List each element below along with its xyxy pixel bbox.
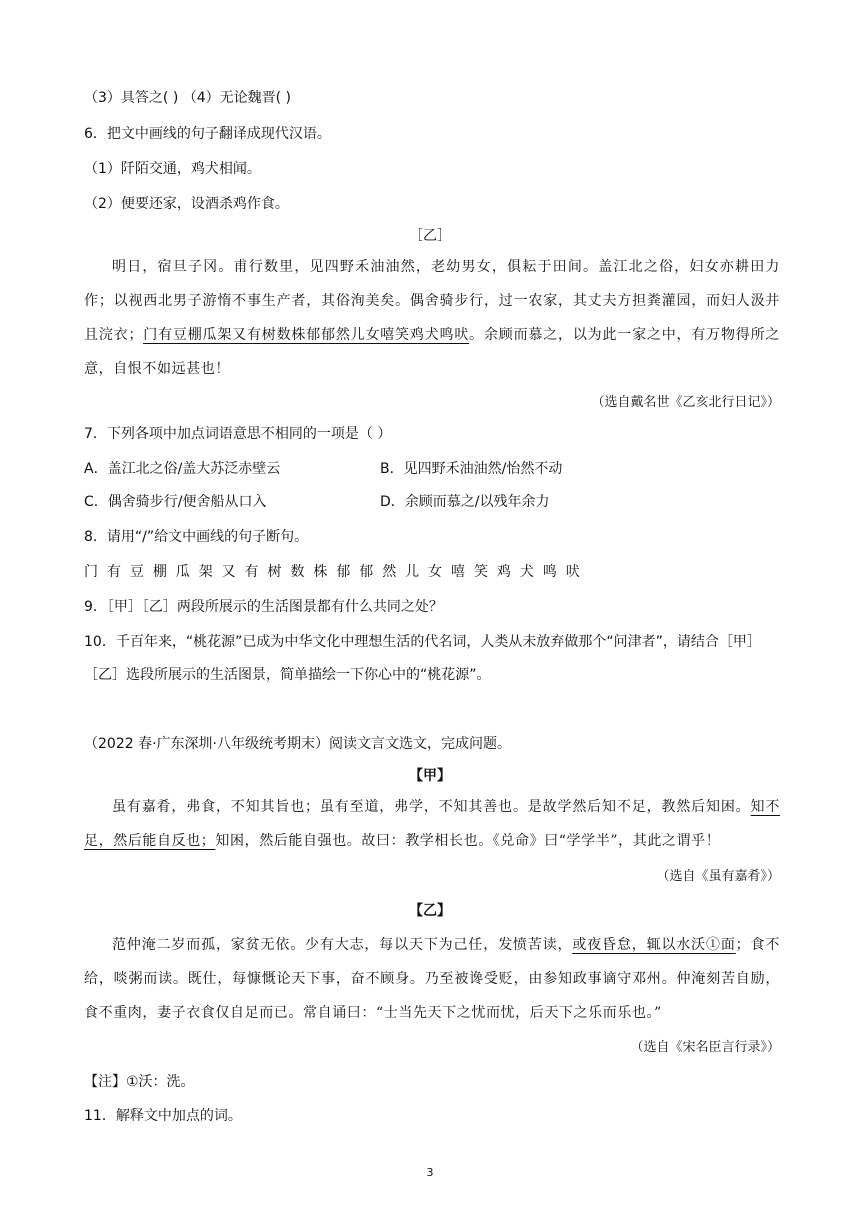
question-8-char: 数	[290, 564, 305, 580]
question-10-line-1: 10．千百年来，“桃花源”已成为中华文化中理想生活的代名词，人类从未放弃做那个“问津者”，请结合［甲］	[84, 634, 761, 650]
question-5-continued: （3）具答之( ) （4）无论魏晋( )	[84, 90, 292, 106]
question-8-char: 然	[382, 564, 397, 580]
passage-yi	[84, 250, 780, 386]
passage-yi2-title: 【乙】	[409, 903, 451, 919]
passage-yi2-underlined: 或夜昏怠，辄以水沃①面	[572, 937, 736, 953]
question-11: 11．解释文中加点的词。	[84, 1108, 242, 1124]
note: 【注】①沃：洗。	[84, 1074, 195, 1090]
question-8-char: 豆	[129, 564, 144, 580]
passage-yi-title: ［乙］	[409, 228, 451, 244]
passage-yi-source: （选自戴名世《乙亥北行日记》）	[591, 395, 780, 410]
question-7-option-a: A．盖江北之俗/盖大苏泛赤壁云	[84, 461, 281, 477]
passage-jia-title: 【甲】	[409, 768, 451, 784]
question-8-char: 嘻	[451, 564, 465, 580]
question-8-characters	[84, 562, 580, 582]
question-7-option-c: C．偶舍骑步行/便舍船从口入	[84, 494, 267, 510]
question-7-option-d: D．余顾而慕之/以残年余力	[380, 494, 550, 510]
passage-jia-source: （选自《虽有嘉肴》）	[656, 869, 780, 884]
question-9: 9．［甲］［乙］两段所展示的生活图景都有什么共同之处？	[84, 599, 443, 615]
passage-jia-text-b: 知困，然后能自强也。故曰：教学相长也。《兑命》曰“学学半”，其此之谓乎！	[215, 833, 721, 849]
question-8-char: 郁	[359, 564, 374, 580]
question-8-char: 门	[84, 564, 98, 580]
passage-yi-underlined: 门有豆棚瓜架又有树数株郁郁然儿女嘻笑鸡犬鸣吠	[143, 327, 470, 343]
question-8-char: 有	[244, 564, 259, 580]
question-8-char: 笑	[473, 564, 488, 580]
question-7-option-b: B．见四野禾油油然/怡然不动	[380, 461, 563, 477]
passage-yi2-source: （选自《宋名臣言行录》）	[630, 1040, 780, 1055]
question-8-char: 棚	[152, 564, 167, 580]
passage-yi2	[84, 928, 780, 1030]
question-8-char: 株	[313, 564, 328, 580]
question-8-char: 有	[106, 564, 121, 580]
section-intro: （2022 春·广东深圳·八年级统考期末）阅读文言文选文，完成问题。	[84, 736, 511, 752]
question-8-char: 树	[267, 564, 282, 580]
question-8-char: 鸡	[496, 564, 511, 580]
question-8-char: 犬	[519, 564, 534, 580]
passage-jia	[84, 790, 780, 858]
passage-yi2-text-a: 范仲淹二岁而孤，家贫无依。少有大志，每以天下为己任，发愤苦读，	[112, 937, 573, 953]
question-8-char: 架	[198, 564, 213, 580]
question-8-char: 郁	[336, 564, 351, 580]
passage-yi-text-b: 。余顾而慕之，以为此一家之中，有万物得所之意，自恨不如远甚也！	[84, 327, 780, 377]
question-8-char: 鸣	[542, 564, 557, 580]
passage-jia-text-a: 虽有嘉肴，弗食，不知其旨也；虽有至道，弗学，不知其善也。是故学然后知不足，教然后知困。	[112, 799, 751, 815]
passage-yi-text-a: 明日，宿旦子冈。甫行数里，见四野禾油油然，老幼男女，俱耘于田间。盖江北之俗，妇女亦耕田力作；以视西北男子游惰不事生产者，其俗洵美矣。偶舍骑步行，过一农家，其丈夫方担粪灌园，而妇人汲井且浣衣；	[84, 259, 780, 343]
question-8-char: 儿	[405, 564, 420, 580]
question-8-char: 又	[221, 564, 236, 580]
question-10-line-2: ［乙］选段所展示的生活图景，简单描绘一下你心中的“桃花源”。	[84, 667, 491, 683]
question-8: 8．请用“/”给文中画线的句子断句。	[84, 529, 309, 545]
question-8-char: 瓜	[175, 564, 190, 580]
question-6-item-1: （1）阡陌交通，鸡犬相闻。	[84, 161, 261, 177]
question-6: 6．把文中画线的句子翻译成现代汉语。	[84, 126, 331, 142]
question-8-char: 女	[428, 564, 443, 580]
passage-yi2-text-b: ；食不给，啖粥而读。既仕，每慷慨论天下事，奋不顾身。乃至被谗受贬，由参知政事谪守邓州。仲淹刻苦自励，食不重肉，妻子衣食仅自足而已。常自诵曰：“士当先天下之忧而忧，后天下之乐而乐也。”	[84, 937, 780, 1021]
question-8-char: 吠	[565, 564, 580, 580]
passage-jia-underlined: 知不足，然后能自反也；	[84, 799, 780, 849]
page-number: 3	[426, 1166, 434, 1179]
question-6-item-2: （2）便要还家，设酒杀鸡作食。	[84, 196, 289, 212]
question-7: 7．下列各项中加点词语意思不相同的一项是（ ）	[84, 426, 392, 442]
